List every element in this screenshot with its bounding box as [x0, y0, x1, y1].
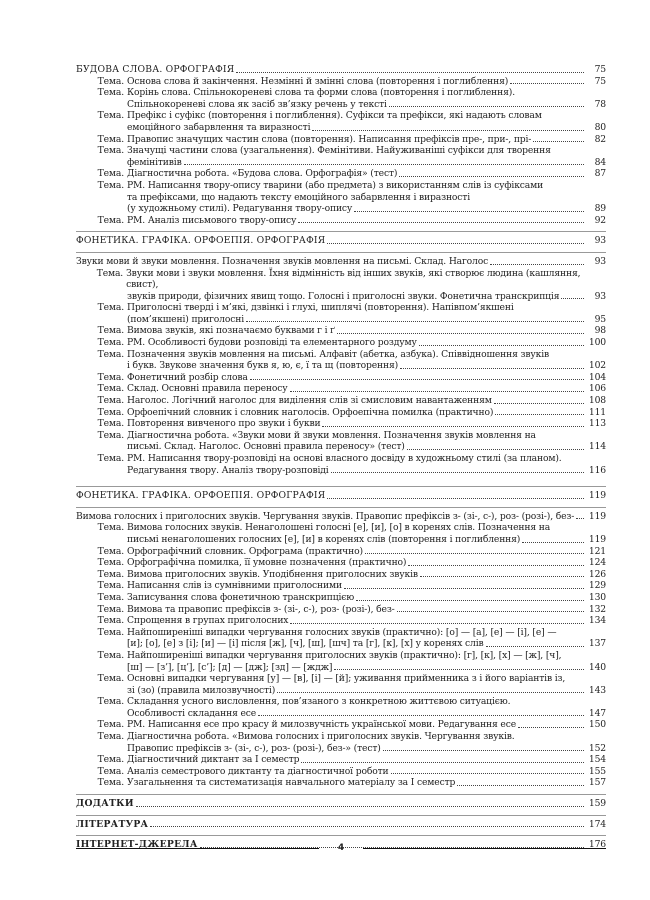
toc-row: [76, 719, 606, 731]
dot-leader: [494, 403, 584, 404]
section-divider: [76, 486, 606, 487]
topic-label: Тема.: [97, 179, 124, 191]
dot-leader: [399, 176, 584, 177]
subsection-heading: Вимова голосних і приголосних звуків. Чергування звуків. Правопис префіксів з- (зі-, с-), роз- (розі-), без-: [76, 510, 575, 522]
page-ref: 111: [588, 406, 606, 418]
topic-text: Корінь слова. Спільнокореневі слова та форми слова (повторення і поглиблення).: [127, 87, 515, 99]
toc-row: [76, 360, 606, 372]
toc-row: [76, 754, 606, 766]
topic-label: Тема.: [97, 545, 124, 557]
toc-row: [76, 708, 606, 720]
topic-entry: [76, 754, 299, 766]
toc-row: [76, 522, 606, 534]
page-ref: 93: [594, 235, 606, 247]
topic-text: Діагностична робота. «Звуки мови й звуки мовлення. Позначення звуків мовлення на: [127, 429, 536, 441]
page-ref: 119: [588, 510, 606, 522]
toc-row: [76, 76, 606, 88]
toc-row: [76, 268, 606, 291]
toc-row: [76, 192, 606, 204]
topic-label: Тема.: [97, 325, 124, 337]
topic-label: Тема.: [97, 649, 124, 661]
section-divider: [76, 507, 606, 508]
dot-leader: [510, 83, 584, 84]
topic-text-continued: [ш] — [з’], [ц’], [с’]; [д] — [дж]; [зд] — [ждж]: [127, 661, 333, 673]
table-of-contents: [76, 64, 606, 851]
topic-text: Узагальнення та систематизація навчального матеріалу за І семестр: [127, 777, 456, 789]
dot-leader: [250, 379, 584, 380]
topic-entry: [76, 383, 288, 395]
dot-leader: [327, 498, 584, 499]
topic-label: Тема.: [97, 765, 124, 777]
dot-leader: [383, 750, 584, 751]
topic-entry: [76, 557, 406, 569]
dot-leader: [407, 449, 584, 450]
topic-text: Найпоширеніші випадки чергування голосних звуків (практично): [о] — [а], [е] — [і], [е] —: [127, 626, 557, 638]
toc-row: [76, 511, 606, 523]
page-ref: 121: [588, 545, 606, 557]
topic-entry: [76, 673, 565, 685]
page-ref: 154: [588, 754, 606, 766]
page-ref: 80: [594, 121, 606, 133]
topic-text: РМ. Написання твору-опису тварини (або предмета) з використанням слів із суфіксами: [127, 179, 544, 191]
topic-text: Найпоширеніші випадки чергування приголосних звуків (практично): [г], [к], [х] — [ж], [ч],: [127, 649, 562, 661]
topic-entry: [76, 580, 342, 592]
page-ref: 108: [588, 395, 606, 407]
topic-text-continued: фемінітивів: [127, 156, 182, 168]
page-ref: 106: [588, 383, 606, 395]
topic-text-continued: Спільнокореневі слова як засіб зв’язку речень у тексті: [127, 98, 387, 110]
page-ref: 104: [588, 371, 606, 383]
dot-leader: [518, 727, 584, 728]
topic-text: Повторення вивченого про звуки і букви: [127, 418, 321, 430]
topic-label: Тема.: [97, 75, 124, 87]
topic-entry: [76, 696, 510, 708]
page-number: 4: [337, 843, 345, 853]
topic-text: Орфоепічний словник і словник наголосів. Орфоепічна помилка (практично): [127, 406, 494, 418]
topic-text: Позначення звуків мовлення на письмі. Алфавіт (абетка, азбука). Співвідношення звуків: [127, 348, 550, 360]
toc-row: [76, 465, 606, 477]
page-ref: 119: [588, 533, 606, 545]
topic-label: Тема.: [97, 754, 124, 766]
topic-text: Вимова звуків, які позначаємо буквами г і ґ: [127, 325, 335, 337]
toc-row: [76, 291, 606, 303]
topic-text: Спрощення в групах приголосних: [127, 615, 289, 627]
dot-leader: [337, 333, 584, 334]
topic-entry: [76, 604, 395, 616]
topic-text: Звуки мови і звуки мовлення. Їхня відмінність від інших звуків, які створює людина (кашляння, свист),: [126, 267, 581, 291]
section-heading: ФОНЕТИКА. ГРАФІКА. ОРФОЕПІЯ. ОРФОГРАФІЯ: [76, 490, 326, 502]
spacer: [76, 476, 606, 481]
topic-label: Тема.: [97, 383, 124, 395]
topic-label: Тема.: [97, 568, 124, 580]
section-divider: [76, 835, 606, 836]
toc-row: [76, 256, 606, 268]
topic-text: РМ. Аналіз письмового твору-опису: [127, 214, 297, 226]
dot-leader: [277, 692, 584, 693]
topic-label: Тема.: [97, 214, 124, 226]
toc-row: [76, 407, 606, 419]
topic-entry: [76, 87, 515, 99]
dot-leader: [576, 518, 584, 519]
toc-row: [76, 696, 606, 708]
topic-entry: [76, 76, 508, 88]
page-ref: 102: [588, 360, 606, 372]
dot-leader: [290, 391, 584, 392]
topic-label: Тема.: [97, 87, 124, 99]
topic-label: Тема.: [97, 603, 124, 615]
topic-text: Діагностична робота. «Вимова голосних і приголосних звуків. Чергування звуків.: [127, 731, 515, 743]
toc-row: [76, 819, 606, 831]
toc-row: [76, 302, 606, 314]
topic-label: Тема.: [97, 145, 124, 157]
topic-entry: [76, 522, 550, 534]
topic-entry: [76, 372, 248, 384]
topic-entry: [76, 168, 397, 180]
page-ref: 155: [588, 765, 606, 777]
dot-leader: [490, 264, 584, 265]
page-ref: 132: [588, 603, 606, 615]
dot-leader: [365, 553, 584, 554]
topic-text: Основні випадки чергування [у] — [в], [і] — [й]; уживання прийменника з і його варіантів із,: [127, 673, 566, 685]
topic-text-continued: письмі ненаголошених голосних [е], [и] в коренях слів (повторення і поглиблення): [127, 533, 521, 545]
toc-row: [76, 490, 606, 502]
dot-leader: [322, 426, 584, 427]
topic-text-continued: звуків природи, фізичних явищ тощо. Голосні і приголосні звуки. Фонетична транскрипція: [127, 290, 560, 302]
topic-text: Наголос. Логічний наголос для виділення слів зі смисловим навантаженням: [127, 395, 492, 407]
topic-text: Значущі частини слова (узагальнення). Фемінітиви. Найуживаніші суфікси для творення: [127, 145, 551, 157]
dot-leader: [301, 762, 584, 763]
topic-text-continued: письмі. Склад. Наголос. Основні правила переносу» (тест): [127, 441, 405, 453]
toc-row: [76, 743, 606, 755]
topic-text-continued: та префіксами, що надають тексту емоційного забарвлення і виразності: [127, 191, 471, 203]
page-ref: 147: [588, 707, 606, 719]
page-ref: 78: [594, 98, 606, 110]
topic-label: Тема.: [97, 429, 124, 441]
topic-text: Написання слів із сумнівними приголосними: [127, 580, 342, 592]
topic-label: Тема.: [97, 591, 124, 603]
topic-entry: [76, 418, 320, 430]
dot-leader: [246, 321, 584, 322]
dot-leader: [457, 785, 584, 786]
toc-row: [76, 604, 606, 616]
topic-text: РМ. Написання есе про красу й милозвучність української мови. Редагування есе: [127, 719, 516, 731]
topic-entry: [76, 650, 561, 662]
toc-row: [76, 430, 606, 442]
dot-leader: [136, 806, 584, 807]
page-ref: 93: [594, 255, 606, 267]
page-ref: 174: [588, 818, 606, 830]
topic-entry: [76, 110, 542, 122]
topic-label: Тема.: [97, 337, 124, 349]
topic-entry: [76, 453, 562, 465]
topic-label: Тема.: [97, 302, 124, 314]
topic-entry: [76, 569, 418, 581]
topic-entry: [76, 349, 549, 361]
page-ref: 93: [594, 290, 606, 302]
dot-leader: [408, 565, 584, 566]
toc-row: [76, 235, 606, 247]
topic-label: Тема.: [97, 168, 124, 180]
topic-entry: [76, 592, 354, 604]
section-divider: [76, 794, 606, 795]
toc-row: [76, 766, 606, 778]
page-ref: 113: [588, 418, 606, 430]
topic-entry: [76, 546, 363, 558]
toc-row: [76, 383, 606, 395]
topic-text-continued: і букв. Звукове значення букв я, ю, є, ї та щ (повторення): [127, 360, 399, 372]
toc-row: [76, 569, 606, 581]
topic-label: Тема.: [97, 626, 124, 638]
topic-label: Тема.: [97, 696, 124, 708]
dot-leader: [184, 164, 584, 165]
topic-label: Тема.: [97, 453, 124, 464]
dot-leader: [331, 472, 584, 473]
page-ref: 150: [588, 719, 606, 731]
toc-row: [76, 592, 606, 604]
toc-row: [76, 580, 606, 592]
topic-text: Діагностична робота. «Будова слова. Орфографія» (тест): [127, 168, 398, 180]
page-ref: 114: [588, 441, 606, 453]
topic-entry: [76, 766, 389, 778]
toc-row: [76, 110, 606, 122]
topic-entry: [76, 777, 455, 789]
topic-text: РМ. Написання твору-розповіді на основі власного досвіду в художньому стилі (за планом).: [127, 453, 562, 464]
page-ref: 157: [588, 777, 606, 789]
toc-row: [76, 798, 606, 810]
section-divider: [76, 231, 606, 232]
topic-text: Склад. Основні правила переносу: [127, 383, 288, 395]
section-heading: ФОНЕТИКА. ГРАФІКА. ОРФОЕПІЯ. ОРФОГРАФІЯ: [76, 235, 326, 247]
topic-text: Аналіз семестрового диктанту та діагностичної роботи: [127, 765, 389, 777]
topic-text: Складання усного висловлення, пов’язаного з конкретною життєвою ситуацією.: [127, 696, 511, 708]
topic-label: Тема.: [97, 673, 124, 685]
toc-row: [76, 349, 606, 361]
toc-row: [76, 314, 606, 326]
toc-row: [76, 99, 606, 111]
topic-text: Основа слова й закінчення. Незмінні й змінні слова (повторення і поглиблення): [127, 75, 509, 87]
dot-leader: [400, 368, 584, 369]
topic-label: Тема.: [97, 371, 124, 383]
dot-leader: [486, 646, 585, 647]
page-ref: 95: [594, 313, 606, 325]
topic-text: Записування слова фонетичною транскрипцією: [127, 591, 355, 603]
page-ref: 75: [594, 75, 606, 87]
topic-entry: [76, 302, 514, 314]
footer-rule-right: [363, 848, 606, 849]
toc-row: [76, 337, 606, 349]
toc-row: [76, 145, 606, 157]
section-divider: [76, 252, 606, 253]
toc-row: [76, 418, 606, 430]
topic-text: Префікс і суфікс (повторення і поглиблення). Суфікси та префікси, які надають словам: [127, 110, 542, 122]
topic-entry: [76, 627, 556, 639]
dot-leader: [290, 623, 584, 624]
page-ref: 137: [588, 638, 606, 650]
topic-label: Тема.: [97, 580, 124, 592]
page-ref: 98: [594, 325, 606, 337]
page-ref: 126: [588, 568, 606, 580]
dot-leader: [334, 669, 584, 670]
topic-label: Тема.: [97, 557, 124, 569]
topic-text-continued: Редагування твору. Аналіз твору-розповіді: [127, 464, 329, 476]
topic-entry: [76, 215, 296, 227]
toc-row: [76, 534, 606, 546]
page-ref: 129: [588, 580, 606, 592]
toc-row: [76, 546, 606, 558]
page-ref: 134: [588, 615, 606, 627]
dot-leader: [533, 141, 584, 142]
topic-text-continued: зі (зо) (правила милозвучності): [127, 684, 276, 696]
page-ref: 143: [588, 684, 606, 696]
dot-leader: [391, 773, 585, 774]
toc-row: [76, 662, 606, 674]
dot-leader: [356, 600, 584, 601]
dot-leader: [420, 576, 584, 577]
page-ref: 140: [588, 661, 606, 673]
page-ref: 84: [594, 156, 606, 168]
topic-text-continued: (у художньому стилі). Редагування твору-опису: [127, 203, 353, 215]
page-ref: 130: [588, 591, 606, 603]
toc-row: [76, 87, 606, 99]
topic-text-continued: (пом’якшені) приголосні: [127, 313, 244, 325]
dot-leader: [327, 243, 584, 244]
dot-leader: [495, 414, 584, 415]
topic-entry: [76, 731, 515, 743]
toc-row: [76, 638, 606, 650]
topic-label: Тема.: [97, 777, 124, 789]
dot-leader: [344, 588, 584, 589]
topic-entry: [76, 337, 417, 349]
toc-row: [76, 395, 606, 407]
toc-row: [76, 372, 606, 384]
page-ref: 116: [588, 464, 606, 476]
topic-text-continued: Правопис префіксів з- (зі-, с-), роз- (розі-), без-» (тест): [127, 742, 381, 754]
toc-row: [76, 168, 606, 180]
toc-row: [76, 325, 606, 337]
topic-entry: [76, 145, 551, 157]
topic-text: Вимова та правопис префіксів з- (зі-, с-), роз- (розі-), без-: [127, 603, 395, 615]
topic-text-continued: [и]; [о], [е] з [і]; [и] — [і] після [ж], [ч], [ш], [шч] та [г], [к], [х] у коренях слів: [127, 638, 484, 650]
dot-leader: [419, 345, 584, 346]
toc-row: [76, 650, 606, 662]
toc-row: [76, 557, 606, 569]
toc-row: [76, 731, 606, 743]
toc-row: [76, 685, 606, 697]
topic-text: Приголосні тверді і м’які, дзвінкі і глухі, шиплячі (повторення). Напівпом’якшені: [127, 302, 514, 314]
page-ref: 87: [594, 168, 606, 180]
dot-leader: [561, 298, 584, 299]
page-ref: 100: [588, 337, 606, 349]
section-divider: [76, 815, 606, 816]
page-ref: 75: [594, 64, 606, 75]
topic-label: Тема.: [97, 406, 124, 418]
topic-entry: [76, 407, 493, 419]
toc-row: [76, 441, 606, 453]
page-ref: 159: [588, 798, 606, 810]
topic-text: Фонетичний розбір слова: [127, 371, 248, 383]
topic-text: Вимова приголосних звуків. Уподібнення приголосних звуків: [127, 568, 418, 580]
dot-leader: [150, 826, 584, 827]
topic-entry: [76, 430, 536, 442]
toc-row: [76, 180, 606, 192]
section-heading: БУДОВА СЛОВА. ОРФОГРАФІЯ: [76, 64, 235, 75]
dot-leader: [354, 211, 584, 212]
toc-row: [76, 64, 606, 76]
topic-label: Тема.: [97, 522, 124, 534]
topic-label: Тема.: [97, 133, 124, 145]
topic-entry: [76, 268, 606, 291]
topic-label: Тема.: [97, 731, 124, 743]
topic-entry: [76, 134, 531, 146]
appendix-heading: ЛІТЕРАТУРА: [76, 818, 149, 830]
dot-leader: [258, 715, 584, 716]
topic-entry: [76, 325, 335, 337]
toc-row: [76, 615, 606, 627]
topic-text-continued: емоційного забарвлення та виразності: [127, 121, 311, 133]
page-ref: 92: [594, 214, 606, 226]
topic-text: Вимова голосних звуків. Ненаголошені голосні [е], [и], [о] в коренях слів. Позначення на: [127, 522, 551, 534]
toc-row: [76, 134, 606, 146]
appendix-heading: ІНТЕРНЕТ-ДЖЕРЕЛА: [76, 839, 198, 851]
topic-entry: [76, 615, 288, 627]
dot-leader: [298, 222, 584, 223]
toc-row: [76, 157, 606, 169]
topic-text: Правопис значущих частин слова (повторення). Написання префіксів пре-, при-, прі-: [127, 133, 532, 145]
topic-entry: [76, 719, 516, 731]
topic-entry: [76, 395, 492, 407]
topic-label: Тема.: [97, 395, 124, 407]
toc-row: [76, 673, 606, 685]
topic-entry: [76, 180, 543, 192]
topic-text: РМ. Особливості будови розповіді та елементарного роздуму: [127, 337, 417, 349]
topic-text: Діагностичний диктант за І семестр: [127, 754, 300, 766]
topic-text-continued: Особливості складання есе: [127, 707, 257, 719]
appendix-heading: ДОДАТКИ: [76, 798, 134, 810]
dot-leader: [522, 542, 584, 543]
toc-row: [76, 777, 606, 789]
dot-leader: [312, 130, 584, 131]
topic-text: Орфографічна помилка, її умовне позначення (практично): [127, 557, 407, 569]
topic-label: Тема.: [97, 418, 124, 430]
subsection-heading: Звуки мови й звуки мовлення. Позначення звуків мовлення на письмі. Склад. Наголос: [76, 255, 489, 267]
topic-label: Тема.: [97, 348, 124, 360]
topic-label: Тема.: [97, 719, 124, 731]
dot-leader: [389, 106, 584, 107]
page-ref: 152: [588, 742, 606, 754]
toc-row: [76, 453, 606, 465]
page-ref: 119: [588, 490, 606, 502]
dot-leader: [397, 611, 584, 612]
page-ref: 82: [594, 133, 606, 145]
page-ref: 176: [588, 839, 606, 851]
toc-row: [76, 203, 606, 215]
topic-label: Тема.: [96, 267, 124, 279]
dot-leader: [236, 72, 584, 73]
toc-row: [76, 122, 606, 134]
topic-text: Орфографічний словник. Орфограма (практично): [127, 545, 363, 557]
page-ref: 124: [588, 557, 606, 569]
page-ref: 89: [594, 203, 606, 215]
toc-row: [76, 627, 606, 639]
topic-label: Тема.: [97, 615, 124, 627]
topic-label: Тема.: [97, 110, 124, 122]
toc-row: [76, 215, 606, 227]
